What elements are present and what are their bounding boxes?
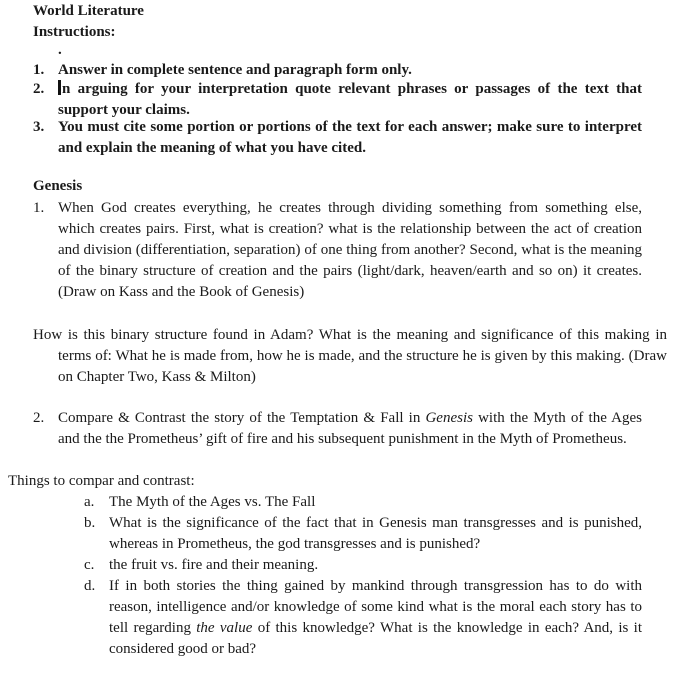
- compare-item: The Myth of the Ages vs. The Fall: [109, 494, 316, 510]
- question-number: 1.: [33, 200, 45, 216]
- compare-letter: d.: [84, 578, 96, 594]
- question-2-text: Compare & Contrast the story of the Temptation & Fall in Genesis with the Myth of the Ages and the the Prometheus’ gift of fire and his subsequent punishment in the Myth of Prometheus.: [58, 410, 642, 447]
- document-title: World Literature: [33, 3, 144, 19]
- compare-label: Things to compar and contrast:: [8, 473, 195, 489]
- compare-item: What is the significance of the fact that in Genesis man transgresses and is punished, whereas in Prometheus, the god transgresses and is punished?: [109, 515, 642, 552]
- text-cursor-icon: [58, 80, 61, 95]
- instruction-number: 3.: [33, 119, 45, 135]
- stray-dot: .: [58, 42, 62, 58]
- instruction-number: 1.: [33, 62, 45, 78]
- section-title: Genesis: [33, 178, 83, 194]
- instruction-item: n arguing for your interpretation quote relevant phrases or passages of the text that support your claims.: [58, 81, 642, 118]
- compare-item: the fruit vs. fire and their meaning.: [109, 557, 319, 573]
- instruction-item: You must cite some portion or portions of the text for each answer; make sure to interpret and explain the meaning of what you have cited.: [58, 119, 642, 156]
- compare-letter: a.: [84, 494, 95, 510]
- compare-item: If in both stories the thing gained by mankind through transgression has to do with reason, intelligence and/or knowledge of some kind what is the moral each story has to tell regarding the value of this knowledge? What is the knowledge in each? And, is it considered good or bad?: [109, 578, 642, 657]
- adam-paragraph: How is this binary structure found in Adam? What is the meaning and significance of this making in terms of: What he is made from, how he is made, and the structure he is given by this making. (Draw on Chapter Two, Kass & Milton): [33, 327, 667, 385]
- instructions-heading: Instructions:: [33, 24, 116, 40]
- compare-letter: c.: [84, 557, 95, 573]
- question-number: 2.: [33, 410, 45, 426]
- instruction-number: 2.: [33, 81, 45, 97]
- compare-letter: b.: [84, 515, 96, 531]
- instruction-item: Answer in complete sentence and paragraph form only.: [58, 62, 412, 78]
- question-1-text: When God creates everything, he creates through dividing something from something else, which creates pairs. First, what is creation? what is the relationship between the act of creation and division (differentiation, separation) of one thing from another? Second, what is the meaning of the binary structure of creation and the pairs (light/dark, heaven/earth and so on) it creates. (Draw on Kass and the Book of Genesis): [58, 200, 642, 300]
